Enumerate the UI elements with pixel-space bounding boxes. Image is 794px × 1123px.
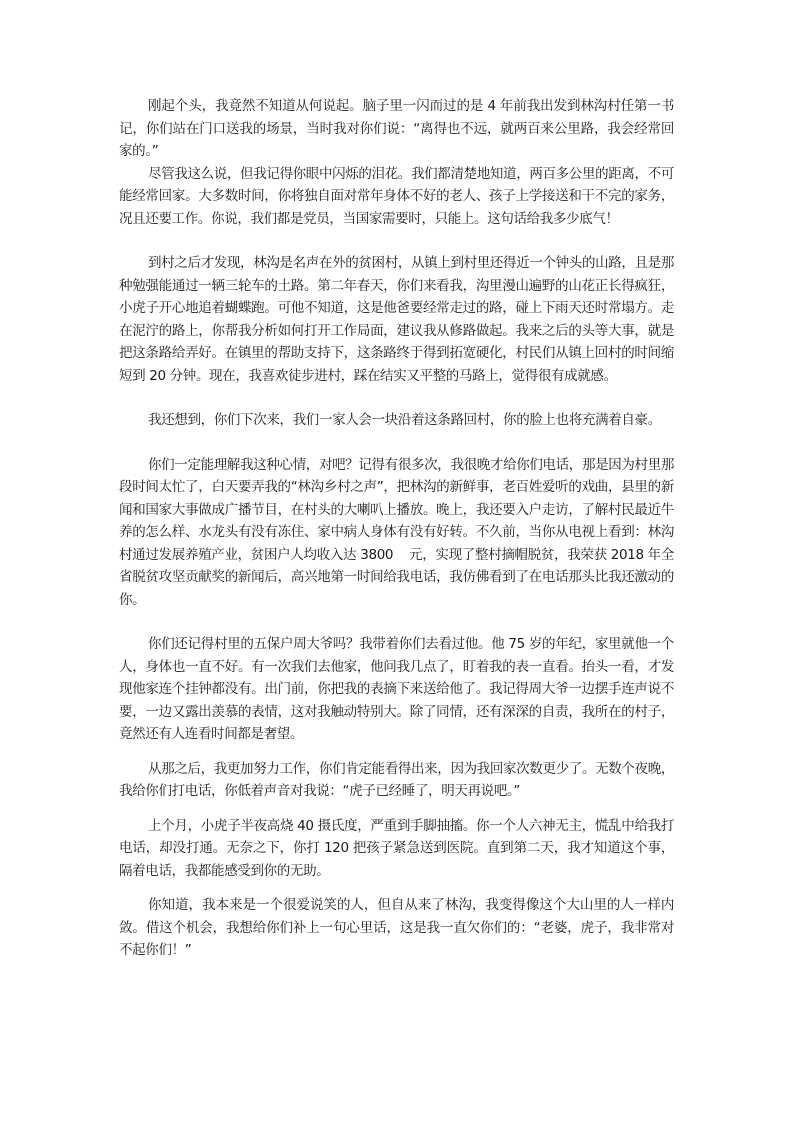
- paragraph-8: 上个月，小虎子半夜高烧 40 摄氏度，严重到手脚抽搐。你一个人六神无主，慌乱中给我打电话，却没打通。无奈之下，你打 120 把孩子紧急送到医院。直到第二天，我才知道这个事，隔着电话，我都能感受到你的无助。: [119, 817, 674, 879]
- paragraph-5: 你们一定能理解我这种心情，对吧？记得有很多次，我很晚才给你们电话，那是因为村里那段时间太忙了，白天要弄我的“林沟乡村之声”，把林沟的新鲜事，老百姓爱听的戏曲，县里的新闻和国家大事做成广播节目，在村头的大喇叭上播放。晚上，我还要入户走访，了解村民最近牛养的怎么样、水龙头有没有冻住、家中病人身体有没有好转。不久前，当你从电视上看到：林沟村通过发展养殖产业，贫困户人均收入达 3800 元，实现了整村摘帽脱贫，我荣获 2018 年全省脱贫攻坚贡献奖的新闻后，高兴地第一时间给我电话，我仿佛看到了在电话那头比我还激动的你。: [119, 456, 674, 608]
- paragraph-4: 我还想到，你们下次来，我们一家人会一块沿着这条路回村，你的脸上也将充满着自豪。: [148, 412, 661, 428]
- paragraph-3: 到村之后才发现，林沟是名声在外的贫困村，从镇上到村里还得近一个钟头的山路，且是那种勉强能通过一辆三轮车的土路。第二年春天，你们来看我，沟里漫山遍野的山花正长得疯狂，小虎子开心地追着蝴蝶跑。可他不知道，这是他爸要经常走过的路，碰上下雨天还时常塌方。走在泥泞的路上，你帮我分析如何打开工作局面，建议我从修路做起。我来之后的头等大事，就是把这条路给弄好。在镇里的帮助支持下，这条路终于得到拓宽硬化，村民们从镇上回村的时间缩短到 20 分钟。现在，我喜欢徒步进村，踩在结实又平整的马路上，觉得很有成就感。: [119, 255, 674, 384]
- paragraph-7: 从那之后，我更加努力工作，你们肯定能看得出来，因为我回家次数更少了。无数个夜晚，我给你们打电话，你低着声音对我说：“虎子已经睡了，明天再说吧。”: [119, 760, 674, 799]
- letter-body: [119, 95, 674, 962]
- paragraph-6: 你们还记得村里的五保户周大爷吗？我带着你们去看过他。他 75 岁的年纪，家里就他一个人，身体也一直不好。有一次我们去他家，他问我几点了，盯着我的表一直看。抬头一看，才发现他家连个挂钟都没有。出门前，你把我的表摘下来送给他了。我记得周大爷一边摆手连声说不要，一边又露出羡慕的表情，这对我触动特别大。除了同情，还有深深的自责，我所在的村子，竟然还有人连看时间都是奢望。: [119, 636, 674, 742]
- paragraph-2: 尽管我这么说，但我记得你眼中闪烁的泪花。我们都清楚地知道，两百多公里的距离，不可能经常回家。大多数时间，你将独自面对常年身体不好的老人、孩子上学接送和干不完的家务，况且还要工作。你说，我们都是党员，当国家需要时，只能上。这句话给我多少底气！: [119, 165, 674, 227]
- paragraph-9: 你知道，我本来是一个很爱说笑的人，但自从来了林沟，我变得像这个大山里的人一样内敛。借这个机会，我想给你们补上一句心里话，这是我一直欠你们的：“老婆，虎子，我非常对不起你们！”: [119, 897, 674, 958]
- paragraph-1: 刚起个头，我竟然不知道从何说起。脑子里一闪而过的是 4 年前我出发到林沟村任第一书记，你们站在门口送我的场景，当时我对你们说：“离得也不远，就两百来公里路，我会经常回家的。”: [119, 98, 674, 159]
